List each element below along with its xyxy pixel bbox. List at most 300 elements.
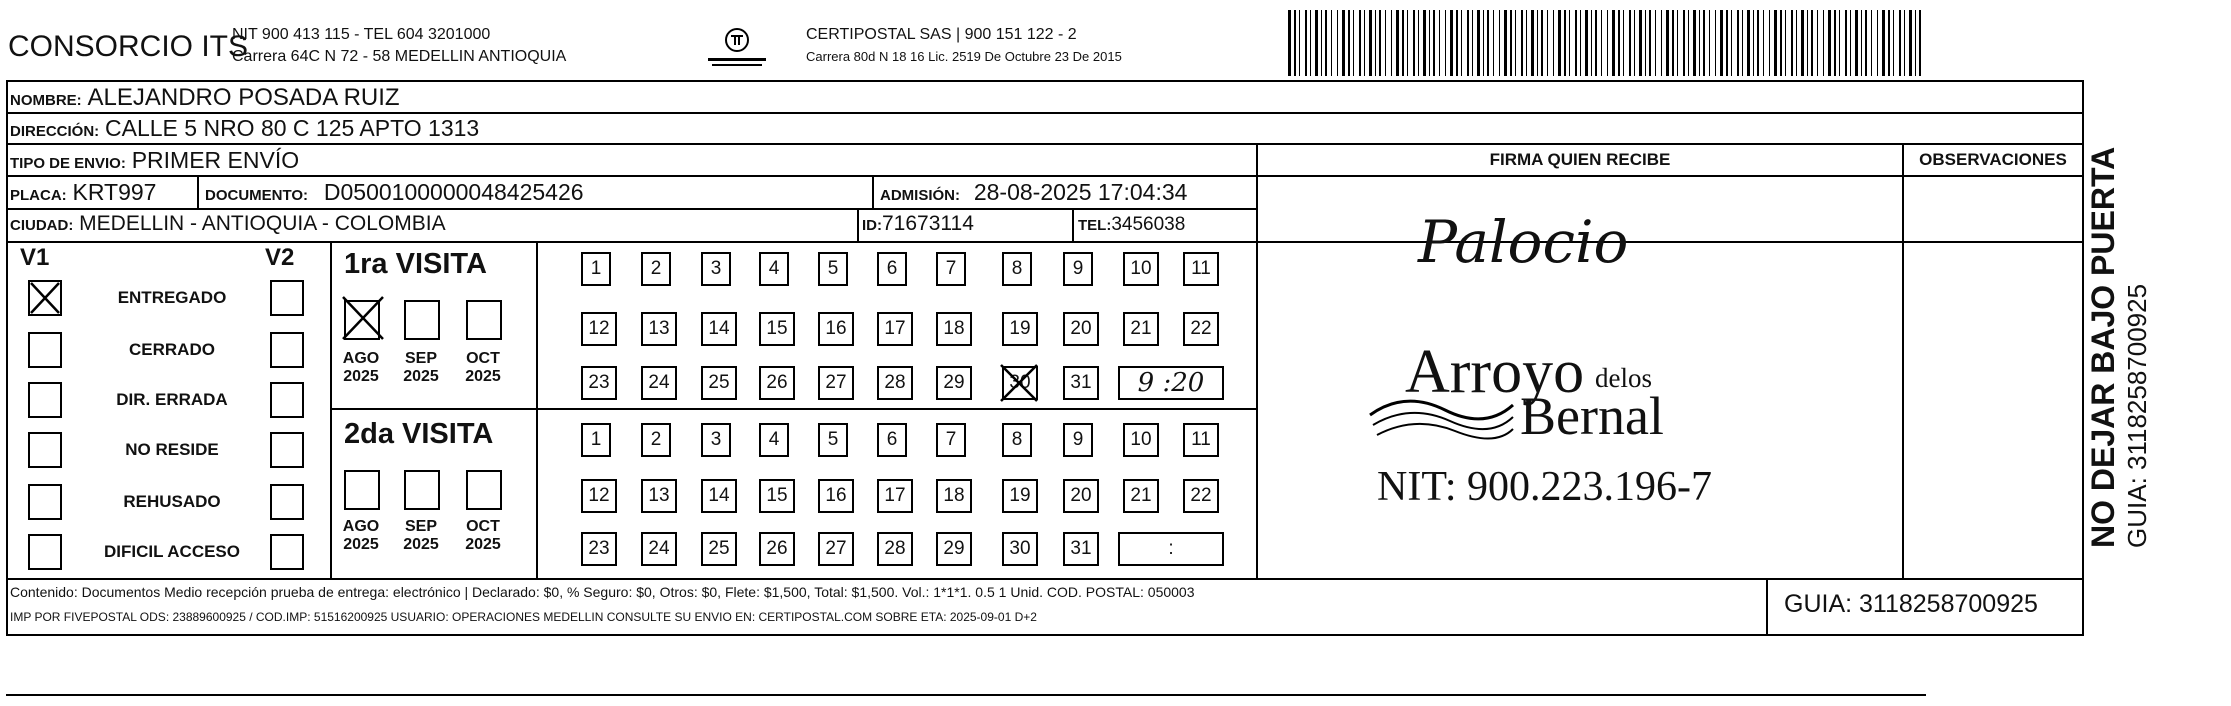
month-checkbox[interactable] bbox=[404, 300, 440, 340]
rule bbox=[6, 578, 2084, 580]
status-label: ENTREGADO bbox=[117, 288, 227, 307]
barcode-bar bbox=[1623, 10, 1624, 76]
barcode-bar bbox=[1791, 10, 1793, 76]
check-mark-icon bbox=[998, 362, 1040, 404]
day-box[interactable]: 29 bbox=[936, 532, 972, 566]
month-label bbox=[398, 518, 444, 554]
tear-line bbox=[6, 694, 1926, 696]
barcode-bar bbox=[1407, 10, 1408, 76]
day-box[interactable]: 28 bbox=[877, 532, 913, 566]
barcode-bar bbox=[1359, 10, 1361, 76]
barcode-bar bbox=[1731, 10, 1732, 76]
day-box[interactable]: 21 bbox=[1123, 479, 1159, 513]
day-box[interactable]: 15 bbox=[759, 479, 795, 513]
day-box[interactable]: 10 bbox=[1123, 252, 1159, 286]
barcode-bar bbox=[1919, 10, 1921, 76]
barcode-bar bbox=[1855, 10, 1858, 76]
barcode-bar bbox=[1677, 10, 1678, 76]
barcode-bar bbox=[1315, 10, 1318, 76]
certipostal-address: Carrera 80d N 18 16 Lic. 2519 De Octubre 23 De 2015 bbox=[806, 49, 1122, 64]
month-checkbox[interactable] bbox=[404, 470, 440, 510]
time-box[interactable]: 9 :20 bbox=[1118, 366, 1224, 400]
month-name: OCT bbox=[466, 350, 500, 367]
v1-label: V1 bbox=[20, 244, 50, 271]
day-box[interactable]: 22 bbox=[1183, 312, 1219, 346]
rule-v bbox=[872, 175, 874, 210]
tipo-value: PRIMER ENVÍO bbox=[131, 147, 300, 173]
barcode-bar bbox=[1850, 10, 1851, 76]
barcode-bar bbox=[1580, 10, 1581, 76]
barcode-bar bbox=[1888, 10, 1890, 76]
barcode-bar bbox=[1649, 10, 1651, 76]
signature: Palocio bbox=[1418, 208, 1629, 276]
barcode-bar bbox=[1634, 10, 1635, 76]
rule-v bbox=[536, 241, 538, 580]
company-info bbox=[232, 24, 566, 68]
day-box[interactable]: 25 bbox=[701, 366, 737, 400]
documento-label: DOCUMENTO: bbox=[205, 187, 309, 204]
day-box[interactable]: 19 bbox=[1002, 312, 1038, 346]
barcode-bar bbox=[1310, 10, 1311, 76]
month-label bbox=[338, 350, 384, 386]
barcode-bar bbox=[1461, 10, 1462, 76]
barcode-bar bbox=[1321, 10, 1322, 76]
barcode-bar bbox=[1865, 10, 1867, 76]
frame-left bbox=[6, 80, 8, 636]
barcode-bar bbox=[1575, 10, 1577, 76]
barcode-bar bbox=[1601, 10, 1602, 76]
day-box[interactable]: 26 bbox=[759, 532, 795, 566]
barcode-bar bbox=[1607, 10, 1608, 76]
day-box[interactable]: 18 bbox=[936, 479, 972, 513]
barcode-bar bbox=[1369, 10, 1372, 76]
address-line: Carrera 64C N 72 - 58 MEDELLIN ANTIOQUIA bbox=[232, 48, 567, 65]
day-box[interactable]: 14 bbox=[701, 479, 737, 513]
barcode-bar bbox=[1763, 10, 1764, 76]
barcode-bar bbox=[1325, 10, 1327, 76]
v2-checkbox[interactable] bbox=[270, 382, 304, 418]
barcode-bar bbox=[1817, 10, 1818, 76]
day-box[interactable]: 3 bbox=[701, 423, 731, 457]
certipostal-info bbox=[806, 24, 1122, 68]
time-box[interactable]: : bbox=[1118, 532, 1224, 566]
barcode-bar bbox=[1375, 10, 1376, 76]
barcode-bar bbox=[1655, 10, 1656, 76]
nombre-value: ALEJANDRO POSADA RUIZ bbox=[87, 84, 400, 111]
day-box[interactable]: 9 bbox=[1063, 252, 1093, 286]
barcode-bar bbox=[1467, 10, 1469, 76]
rule-v bbox=[1766, 578, 1768, 636]
barcode-bar bbox=[1487, 10, 1489, 76]
nombre-field bbox=[10, 84, 400, 112]
barcode-bar bbox=[1526, 10, 1527, 76]
month-name: AGO bbox=[342, 518, 380, 535]
day-box[interactable]: 31 bbox=[1063, 532, 1099, 566]
day-box[interactable]: 2 bbox=[641, 252, 671, 286]
barcode-bar bbox=[1348, 10, 1350, 76]
day-box[interactable]: 22 bbox=[1183, 479, 1219, 513]
rule-v bbox=[857, 208, 859, 243]
day-box[interactable]: 28 bbox=[877, 366, 913, 400]
v1-checkbox[interactable] bbox=[28, 382, 62, 418]
barcode-bar bbox=[1834, 10, 1836, 76]
barcode-bar bbox=[1342, 10, 1345, 76]
admision-value: 28-08-2025 17:04:34 bbox=[973, 179, 1188, 205]
month-label bbox=[338, 518, 384, 554]
barcode-bar bbox=[1882, 10, 1885, 76]
barcode-bar bbox=[1445, 10, 1446, 76]
barcode-bar bbox=[1591, 10, 1592, 76]
month-name: SEP bbox=[404, 518, 437, 535]
rule bbox=[6, 208, 1258, 210]
barcode-bar bbox=[1396, 10, 1399, 76]
rule bbox=[6, 241, 2084, 243]
day-box[interactable]: 12 bbox=[581, 479, 617, 513]
day-box[interactable]: 5 bbox=[818, 423, 848, 457]
month-name: AGO bbox=[342, 350, 380, 367]
id-field bbox=[862, 212, 974, 236]
day-box[interactable]: 13 bbox=[641, 312, 677, 346]
barcode-bar bbox=[1429, 10, 1430, 76]
barcode-bar bbox=[1547, 10, 1548, 76]
status-label: DIR. ERRADA bbox=[116, 390, 228, 409]
barcode-bar bbox=[1433, 10, 1435, 76]
day-box[interactable]: 8 bbox=[1002, 252, 1032, 286]
day-box[interactable]: 7 bbox=[936, 423, 966, 457]
day-box[interactable]: 24 bbox=[641, 366, 677, 400]
barcode-bar bbox=[1612, 10, 1615, 76]
barcode-bar bbox=[1379, 10, 1381, 76]
ciudad-value: MEDELLIN - ANTIOQUIA - COLOMBIA bbox=[79, 212, 446, 235]
barcode-bar bbox=[1672, 10, 1674, 76]
barcode-bar bbox=[1413, 10, 1415, 76]
rule-v bbox=[1256, 143, 1258, 580]
ciudad-field bbox=[10, 212, 446, 236]
tel-label: TEL: bbox=[1078, 217, 1112, 234]
day-box[interactable]: 2 bbox=[641, 423, 671, 457]
placa-field bbox=[10, 179, 156, 206]
recipient-stamp bbox=[1365, 338, 1725, 545]
v1-checkbox[interactable] bbox=[28, 432, 62, 468]
barcode-bar bbox=[1753, 10, 1754, 76]
barcode-bar bbox=[1299, 10, 1300, 76]
barcode-bar bbox=[1531, 10, 1534, 76]
barcode-bar bbox=[1845, 10, 1847, 76]
day-box[interactable]: 24 bbox=[641, 532, 677, 566]
barcode-bar bbox=[1402, 10, 1404, 76]
v2-label: V2 bbox=[265, 244, 295, 271]
day-box[interactable]: 9 bbox=[1063, 423, 1093, 457]
second-visit-title: 2da VISITA bbox=[344, 418, 494, 450]
day-box[interactable]: 30 bbox=[1002, 532, 1038, 566]
month-name: OCT bbox=[466, 518, 500, 535]
check-mark-icon bbox=[340, 294, 386, 342]
side-notice bbox=[2085, 147, 2153, 548]
barcode-bar bbox=[1364, 10, 1365, 76]
barcode-bar bbox=[1688, 10, 1689, 76]
barcode-bar bbox=[1385, 10, 1386, 76]
placa-label: PLACA: bbox=[10, 187, 67, 204]
month-year: 2025 bbox=[403, 536, 439, 553]
day-box[interactable]: 26 bbox=[759, 366, 795, 400]
barcode-bar bbox=[1720, 10, 1723, 76]
barcode-bar bbox=[1769, 10, 1770, 76]
day-box[interactable]: 15 bbox=[759, 312, 795, 346]
barcode-bar bbox=[1774, 10, 1777, 76]
status-label: DIFICIL ACCESO bbox=[103, 542, 240, 561]
footer-print-info: IMP POR FIVEPOSTAL ODS: 23889600925 / COD.IMP: 51516200925 USUARIO: OPERACIONES MEDELLIN CONSULTE SU ENVIO EN: CERTIPOSTAL.COM SOBRE ETA: 2025-09-01 D+2 bbox=[10, 610, 1037, 624]
barcode-bar bbox=[1553, 10, 1554, 76]
barcode-bar bbox=[1703, 10, 1705, 76]
v2-checkbox[interactable] bbox=[270, 484, 304, 520]
direccion-label: DIRECCIÓN: bbox=[10, 123, 100, 140]
tipo-field bbox=[10, 147, 299, 174]
tel-value: 3456038 bbox=[1111, 214, 1186, 235]
barcode-bar bbox=[1629, 10, 1631, 76]
tel-field bbox=[1078, 212, 1185, 236]
id-label: ID: bbox=[862, 217, 882, 234]
barcode-bar bbox=[1801, 10, 1804, 76]
barcode-bar bbox=[1423, 10, 1426, 76]
day-box[interactable]: 20 bbox=[1063, 312, 1099, 346]
barcode-bar bbox=[1699, 10, 1700, 76]
rule bbox=[1258, 176, 2084, 177]
frame-right bbox=[2082, 80, 2084, 636]
day-box[interactable]: 17 bbox=[877, 479, 913, 513]
barcode-bar bbox=[1499, 10, 1500, 76]
v2-checkbox[interactable] bbox=[270, 280, 304, 316]
frame-top bbox=[6, 80, 2084, 82]
admision-field bbox=[880, 179, 1187, 206]
day-box[interactable]: 16 bbox=[818, 479, 854, 513]
barcode-bar bbox=[1288, 10, 1291, 76]
day-box[interactable]: 27 bbox=[818, 366, 854, 400]
day-box[interactable]: 11 bbox=[1183, 252, 1219, 286]
day-box[interactable]: 10 bbox=[1123, 423, 1159, 457]
month-label bbox=[398, 350, 444, 386]
day-box[interactable]: 1 bbox=[581, 423, 611, 457]
day-box[interactable]: 13 bbox=[641, 479, 677, 513]
barcode-bar bbox=[1904, 10, 1905, 76]
check-mark-icon bbox=[28, 280, 62, 316]
month-label bbox=[460, 350, 506, 386]
barcode-bar bbox=[1294, 10, 1296, 76]
barcode-bar bbox=[1558, 10, 1561, 76]
tipo-label: TIPO DE ENVIO: bbox=[10, 155, 126, 172]
stamp-name-main: Arroyo bbox=[1405, 338, 1585, 406]
day-box[interactable]: 31 bbox=[1063, 366, 1099, 400]
observaciones-header: OBSERVACIONES bbox=[1919, 150, 2067, 169]
day-box[interactable]: 11 bbox=[1183, 423, 1219, 457]
barcode-bar bbox=[1915, 10, 1916, 76]
frame-bottom bbox=[6, 634, 2084, 636]
day-box[interactable]: 23 bbox=[581, 532, 617, 566]
day-box[interactable]: 17 bbox=[877, 312, 913, 346]
status-label: CERRADO bbox=[129, 340, 215, 359]
id-value: 71673114 bbox=[882, 212, 974, 235]
day-box[interactable]: 25 bbox=[701, 532, 737, 566]
barcode-bar bbox=[1811, 10, 1813, 76]
barcode-bar bbox=[1747, 10, 1750, 76]
day-box[interactable]: 16 bbox=[818, 312, 854, 346]
no-dejar-label: NO DEJAR BAJO PUERTA bbox=[2085, 146, 2121, 548]
v1-checkbox[interactable] bbox=[28, 534, 62, 570]
barcode-bar bbox=[1877, 10, 1878, 76]
barcode-bar bbox=[1564, 10, 1566, 76]
day-box[interactable]: 3 bbox=[701, 252, 731, 286]
barcode-bar bbox=[1418, 10, 1419, 76]
barcode-bar bbox=[1893, 10, 1894, 76]
day-box[interactable]: 7 bbox=[936, 252, 966, 286]
rule-v bbox=[1072, 208, 1074, 243]
barcode-bar bbox=[1541, 10, 1543, 76]
barcode-bar bbox=[1909, 10, 1912, 76]
nombre-label: NOMBRE: bbox=[10, 92, 82, 109]
guia-number: GUIA: 3118258700925 bbox=[1784, 590, 2038, 618]
barcode-bar bbox=[1737, 10, 1739, 76]
certipostal-logo-icon bbox=[702, 24, 772, 70]
certipostal-line: CERTIPOSTAL SAS | 900 151 122 - 2 bbox=[806, 26, 1077, 43]
stamp-name-second: Bernal bbox=[1520, 386, 1664, 446]
barcode-bar bbox=[1353, 10, 1354, 76]
barcode-bar bbox=[1585, 10, 1588, 76]
barcode-bar bbox=[1483, 10, 1484, 76]
day-box[interactable]: 5 bbox=[818, 252, 848, 286]
barcode-bar bbox=[1823, 10, 1824, 76]
stamp-nit: NIT: 900.223.196-7 bbox=[1377, 464, 1713, 510]
barcode-bar bbox=[1715, 10, 1716, 76]
day-box[interactable]: 14 bbox=[701, 312, 737, 346]
barcode-bar bbox=[1645, 10, 1646, 76]
direccion-field bbox=[10, 115, 479, 142]
month-year: 2025 bbox=[343, 536, 379, 553]
admision-label: ADMISIÓN: bbox=[880, 187, 960, 204]
month-checkbox[interactable] bbox=[466, 470, 502, 510]
barcode-bar bbox=[1839, 10, 1840, 76]
barcode-bar bbox=[1780, 10, 1782, 76]
barcode-bar bbox=[1537, 10, 1538, 76]
barcode-bar bbox=[1569, 10, 1570, 76]
day-box[interactable]: 21 bbox=[1123, 312, 1159, 346]
footer-content: Contenido: Documentos Medio recepción prueba de entrega: electrónico | Declarado: $0, % Seguro: $0, Otros: $0, Flete: $1,500, Total: $1,500. Vol.: 1*1*1. 0.5 1 Unid. COD. POSTAL: 050003 bbox=[10, 584, 1195, 600]
barcode-bar bbox=[1683, 10, 1685, 76]
day-box[interactable]: 29 bbox=[936, 366, 972, 400]
barcode-bar bbox=[1595, 10, 1597, 76]
day-box[interactable]: 6 bbox=[877, 252, 907, 286]
barcode-bar bbox=[1693, 10, 1696, 76]
barcode-bar bbox=[1472, 10, 1473, 76]
day-box[interactable]: 18 bbox=[936, 312, 972, 346]
barcode-bar bbox=[1510, 10, 1512, 76]
v2-checkbox[interactable] bbox=[270, 332, 304, 368]
barcode-bar bbox=[1666, 10, 1669, 76]
status-label: NO RESIDE bbox=[125, 440, 219, 459]
month-label bbox=[460, 518, 506, 554]
barcode-bar bbox=[1337, 10, 1338, 76]
company-name: CONSORCIO ITS bbox=[8, 30, 249, 63]
day-box[interactable]: 19 bbox=[1002, 479, 1038, 513]
v1-checkbox[interactable] bbox=[28, 332, 62, 368]
barcode-bar bbox=[1709, 10, 1710, 76]
barcode-bar bbox=[1871, 10, 1872, 76]
day-box[interactable]: 27 bbox=[818, 532, 854, 566]
barcode-bar bbox=[1331, 10, 1332, 76]
barcode-bar bbox=[1899, 10, 1901, 76]
barcode-bar bbox=[1661, 10, 1662, 76]
barcode bbox=[1288, 10, 1928, 76]
barcode-bar bbox=[1305, 10, 1307, 76]
placa-value: KRT997 bbox=[72, 179, 157, 205]
day-box[interactable]: 1 bbox=[581, 252, 611, 286]
rule bbox=[330, 408, 1258, 410]
barcode-bar bbox=[1807, 10, 1808, 76]
barcode-bar bbox=[1504, 10, 1507, 76]
rule bbox=[6, 143, 2084, 145]
firma-header: FIRMA QUIEN RECIBE bbox=[1489, 150, 1671, 169]
barcode-bar bbox=[1861, 10, 1862, 76]
v2-checkbox[interactable] bbox=[270, 534, 304, 570]
barcode-bar bbox=[1450, 10, 1453, 76]
day-box[interactable]: 4 bbox=[759, 423, 789, 457]
v1-checkbox[interactable] bbox=[28, 484, 62, 520]
day-box[interactable]: 4 bbox=[759, 252, 789, 286]
barcode-bar bbox=[1477, 10, 1480, 76]
barcode-bar bbox=[1493, 10, 1494, 76]
month-name: SEP bbox=[404, 350, 437, 367]
month-year: 2025 bbox=[343, 368, 379, 385]
nit-line: NIT 900 413 115 - TEL 604 3201000 bbox=[232, 26, 491, 43]
rule-v bbox=[330, 241, 332, 580]
month-year: 2025 bbox=[465, 368, 501, 385]
month-year: 2025 bbox=[403, 368, 439, 385]
rule bbox=[6, 176, 1258, 177]
barcode-bar bbox=[1521, 10, 1523, 76]
v2-checkbox[interactable] bbox=[270, 432, 304, 468]
month-checkbox[interactable] bbox=[344, 470, 380, 510]
first-visit-title: 1ra VISITA bbox=[344, 248, 487, 280]
day-box[interactable]: 30 bbox=[1002, 366, 1038, 400]
day-box[interactable]: 12 bbox=[581, 312, 617, 346]
barcode-bar bbox=[1742, 10, 1743, 76]
barcode-bar bbox=[1456, 10, 1458, 76]
barcode-bar bbox=[1726, 10, 1728, 76]
barcode-bar bbox=[1515, 10, 1516, 76]
status-label: REHUSADO bbox=[123, 492, 221, 511]
rule-v bbox=[1902, 143, 1904, 580]
barcode-bar bbox=[1439, 10, 1440, 76]
barcode-bar bbox=[1828, 10, 1831, 76]
documento-value: D0500100000048425426 bbox=[323, 179, 584, 205]
barcode-bar bbox=[1757, 10, 1759, 76]
day-box[interactable]: 6 bbox=[877, 423, 907, 457]
stamp-name-small: delos bbox=[1595, 363, 1652, 393]
rule bbox=[6, 112, 2084, 114]
ciudad-label: CIUDAD: bbox=[10, 217, 74, 234]
day-box[interactable]: 23 bbox=[581, 366, 617, 400]
barcode-bar bbox=[1391, 10, 1392, 76]
direccion-value: CALLE 5 NRO 80 C 125 APTO 1313 bbox=[105, 115, 480, 141]
day-box[interactable]: 8 bbox=[1002, 423, 1032, 457]
barcode-bar bbox=[1796, 10, 1797, 76]
month-checkbox[interactable] bbox=[466, 300, 502, 340]
rule-v bbox=[197, 175, 199, 210]
side-guia: GUIA: 3118258700925 bbox=[2122, 283, 2152, 548]
day-box[interactable]: 20 bbox=[1063, 479, 1099, 513]
barcode-bar bbox=[1785, 10, 1786, 76]
documento-field bbox=[205, 179, 584, 206]
month-year: 2025 bbox=[465, 536, 501, 553]
barcode-bar bbox=[1618, 10, 1620, 76]
